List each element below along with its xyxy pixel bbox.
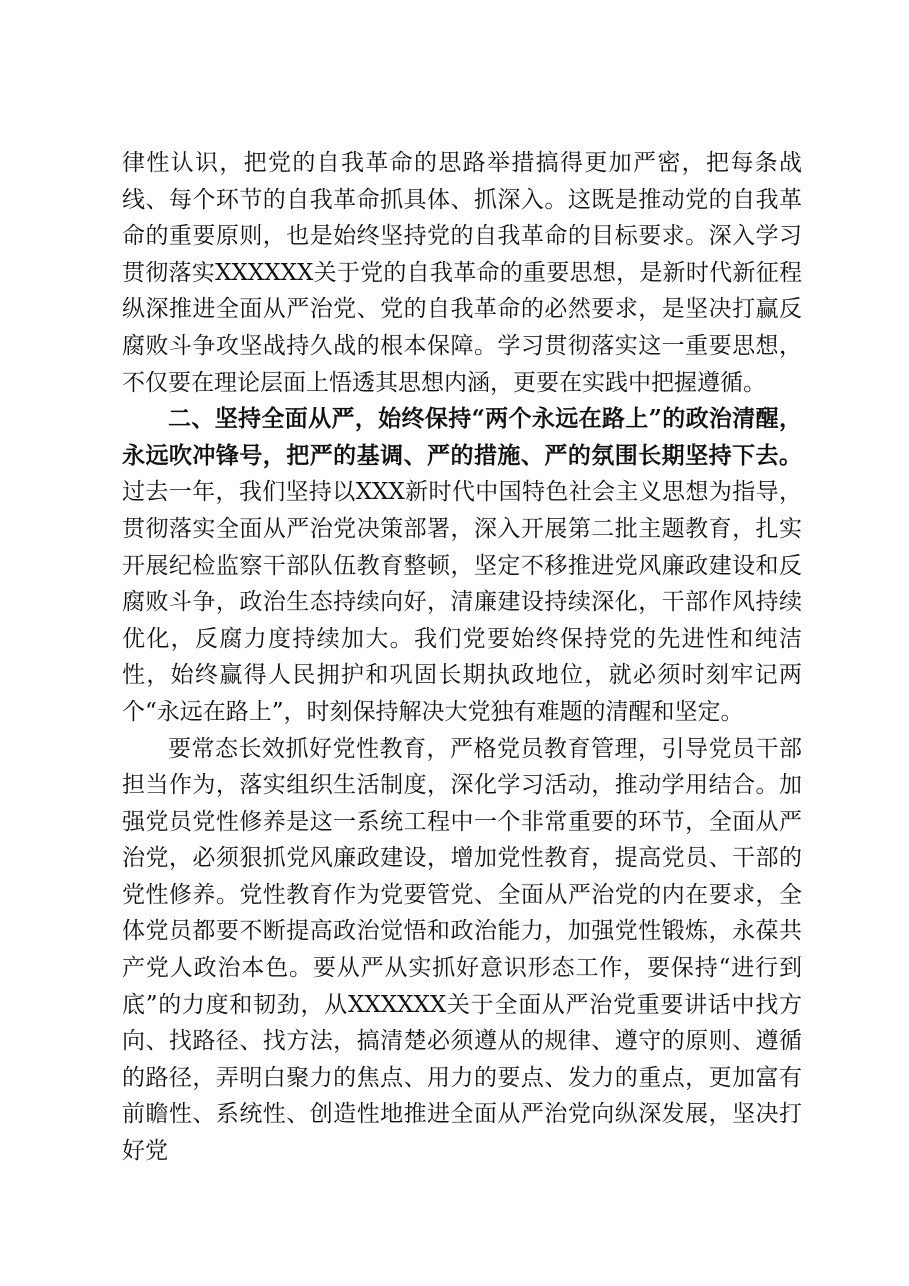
document-body <box>122 145 802 1170</box>
paragraph-section-two <box>122 401 802 730</box>
paragraph-text: 过去一年，我们坚持以XXX新时代中国特色社会主义思想为指导，贯彻落实全面从严治党决策部署，深入开展第二批主题教育，扎实开展纪检监察干部队伍教育整顿，坚定不移推进党风廉政建设和反腐败斗争，政治生态持续向好，清廉建设持续深化，干部作风持续优化，反腐力度持续加大。我们党要始终保持党的先进性和纯洁性，始终赢得人民拥护和巩固长期执政地位，就必须时刻牢记两个“永远在路上”，时刻保持解决大党独有难题的清醒和坚定。 <box>122 479 802 725</box>
paragraph-party-education <box>122 731 802 1170</box>
section-heading: 二、坚持全面从严，始终保持“两个永远在路上”的政治清醒，永远吹冲锋号，把严的基调、严的措施、严的氛围长期坚持下去。 <box>122 405 802 469</box>
paragraph-continuation <box>122 145 802 401</box>
paragraph-text: 要常态长效抓好党性教育，严格党员教育管理，引导党员干部担当作为，落实组织生活制度，深化学习活动，推动学用结合。加强党员党性修养是这一系统工程中一个非常重要的环节，全面从严治党，必须狠抓党风廉政建设，增加党性教育，提高党员、干部的党性修养。党性教育作为党要管党、全面从严治党的内在要求，全体党员都要不断提高政治觉悟和政治能力，加强党性锻炼，永葆共产党人政治本色。要从严从实抓好意识形态工作，要保持“进行到底”的力度和韧劲，从XXXXXX关于全面从严治党重要讲话中找方向、找路径、找方法，搞清楚必须遵从的规律、遵守的原则、遵循的路径，弄明白聚力的焦点、用力的要点、发力的重点，更加富有前瞻性、系统性、创造性地推进全面从严治党向纵深发展，坚决打好党 <box>122 735 802 1165</box>
paragraph-text: 律性认识，把党的自我革命的思路举措搞得更加严密，把每条战线、每个环节的自我革命抓具体、抓深入。这既是推动党的自我革命的重要原则，也是始终坚持党的自我革命的目标要求。深入学习贯彻落实XXXXXX关于党的自我革命的重要思想，是新时代新征程纵深推进全面从严治党、党的自我革命的必然要求，是坚决打赢反腐败斗争攻坚战持久战的根本保障。学习贯彻落实这一重要思想，不仅要在理论层面上悟透其思想内涵，更要在实践中把握遵循。 <box>122 150 802 396</box>
